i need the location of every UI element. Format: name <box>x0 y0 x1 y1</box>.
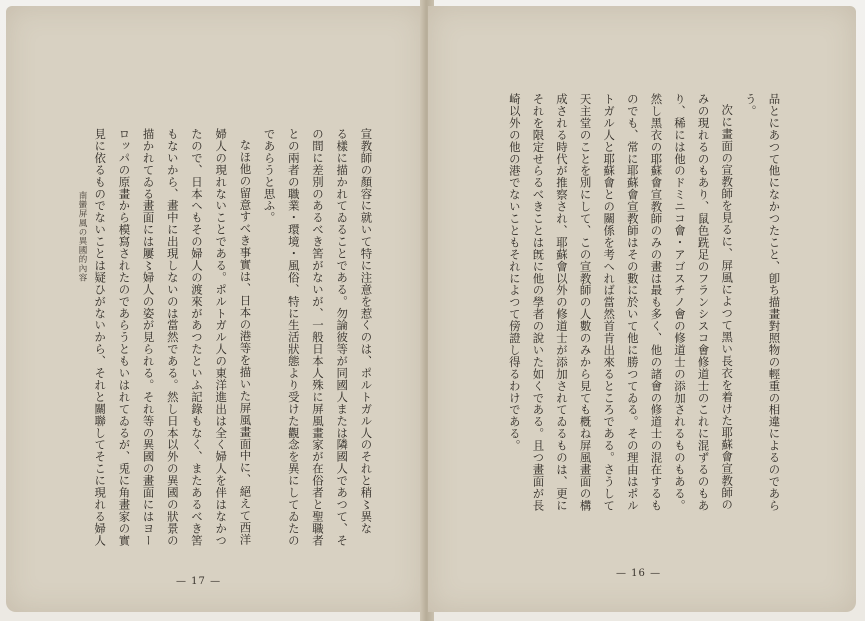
right-page <box>428 6 856 612</box>
text-column: 品とにあつて他になかつたこと、卽ち描畫對照物の輕重の相違によるのであら <box>767 93 782 512</box>
text-column: みの現れるのもあり、鼠色跣足のフランシスコ會修道士のこれに混ずるのもあ <box>696 93 711 512</box>
text-column: ロッパの原畫から模寫されたのであらうともいはれてゐるが、兎に角畫家の實 <box>117 128 132 547</box>
text-column: 宣教師の顏容に就いて特に注意を惹くのは、ポルトガル人のそれと稍〻異な <box>359 128 374 535</box>
text-column: り、稀には他のドミニコ會・アゴスチノ會の修道士の添加されるものもある。 <box>673 93 687 512</box>
page-number-left: — 17 — <box>176 576 222 587</box>
text-column: 崎以外の他の港でないこともそれによつて傍證し得るわけである。 <box>507 93 522 452</box>
text-column: 次に畫面の宣教師を見るに、屏風によつて黑い長衣を着けた耶蘇會宣教師の <box>720 104 735 511</box>
running-head: 南蠻屏風の異國的內容 <box>77 191 87 282</box>
text-column: 描かれてゐる畫面には屢〻婦人の姿が見られる。それ等の異國の畫面にはヨー <box>141 128 156 547</box>
text-column: との兩者の職業・環境・風俗、特に生活狀態より受けた觀念を異にしてゐたの <box>286 128 301 547</box>
text-column: る樣に描かれてゐることである。勿論彼等が同國人または隣國人であつて、そ <box>335 128 350 547</box>
text-column: 見に依るものでないことは疑ひがないから、それと關聯してそこに現れる婦人 <box>93 128 108 547</box>
text-column: 然し黑衣の耶蘇會宣教師のみの畫は最も多く、他の諸會の修道士の混在するも <box>649 93 664 512</box>
text-column: のでも、常に耶蘇會宣教師はその數に於いて他に勝つてゐる。その理由はポル <box>625 93 640 512</box>
text-column: 天主堂のことを別にして、この宣教師の人數のみから見ても槪ね屏風畫面の構 <box>578 93 593 512</box>
text-column: トガル人と耶蘇會との關係を考へれば當然首肯出來るところである。さうして <box>602 93 617 512</box>
text-column: の間に差別のあるべき筈がないが、一般日本人殊に屏風畫家が在俗者と聖職者 <box>311 128 325 547</box>
text-column: なほ他の留意すべき事實は、日本の港等を描いた屏風畫面中に、絕えて西洋 <box>238 139 253 546</box>
text-column: もないから、畫中に出現しないのは當然である。然し日本以外の異國の狀景の <box>165 128 180 547</box>
text-column: であらうと思ふ。 <box>262 128 277 224</box>
text-column: 婦人の現れないことである。ポルトガル人の東洋進出は全く婦人を伴はなかつ <box>214 128 229 547</box>
text-column: 成される時代が推察され、耶蘇會以外の修道士が添加されてゐるものは、更に <box>555 93 569 512</box>
text-column: う。 <box>743 93 758 117</box>
text-column: たので、日本へもその婦人の渡來があつたといふ記錄もなく、またあるべき筈 <box>190 128 204 547</box>
left-page <box>6 6 424 612</box>
text-column: それを限定せらるべきことは旣に他の學者の說いた如くである。且つ畫面が長 <box>531 93 546 512</box>
page-number-right: — 16 — <box>616 568 662 579</box>
